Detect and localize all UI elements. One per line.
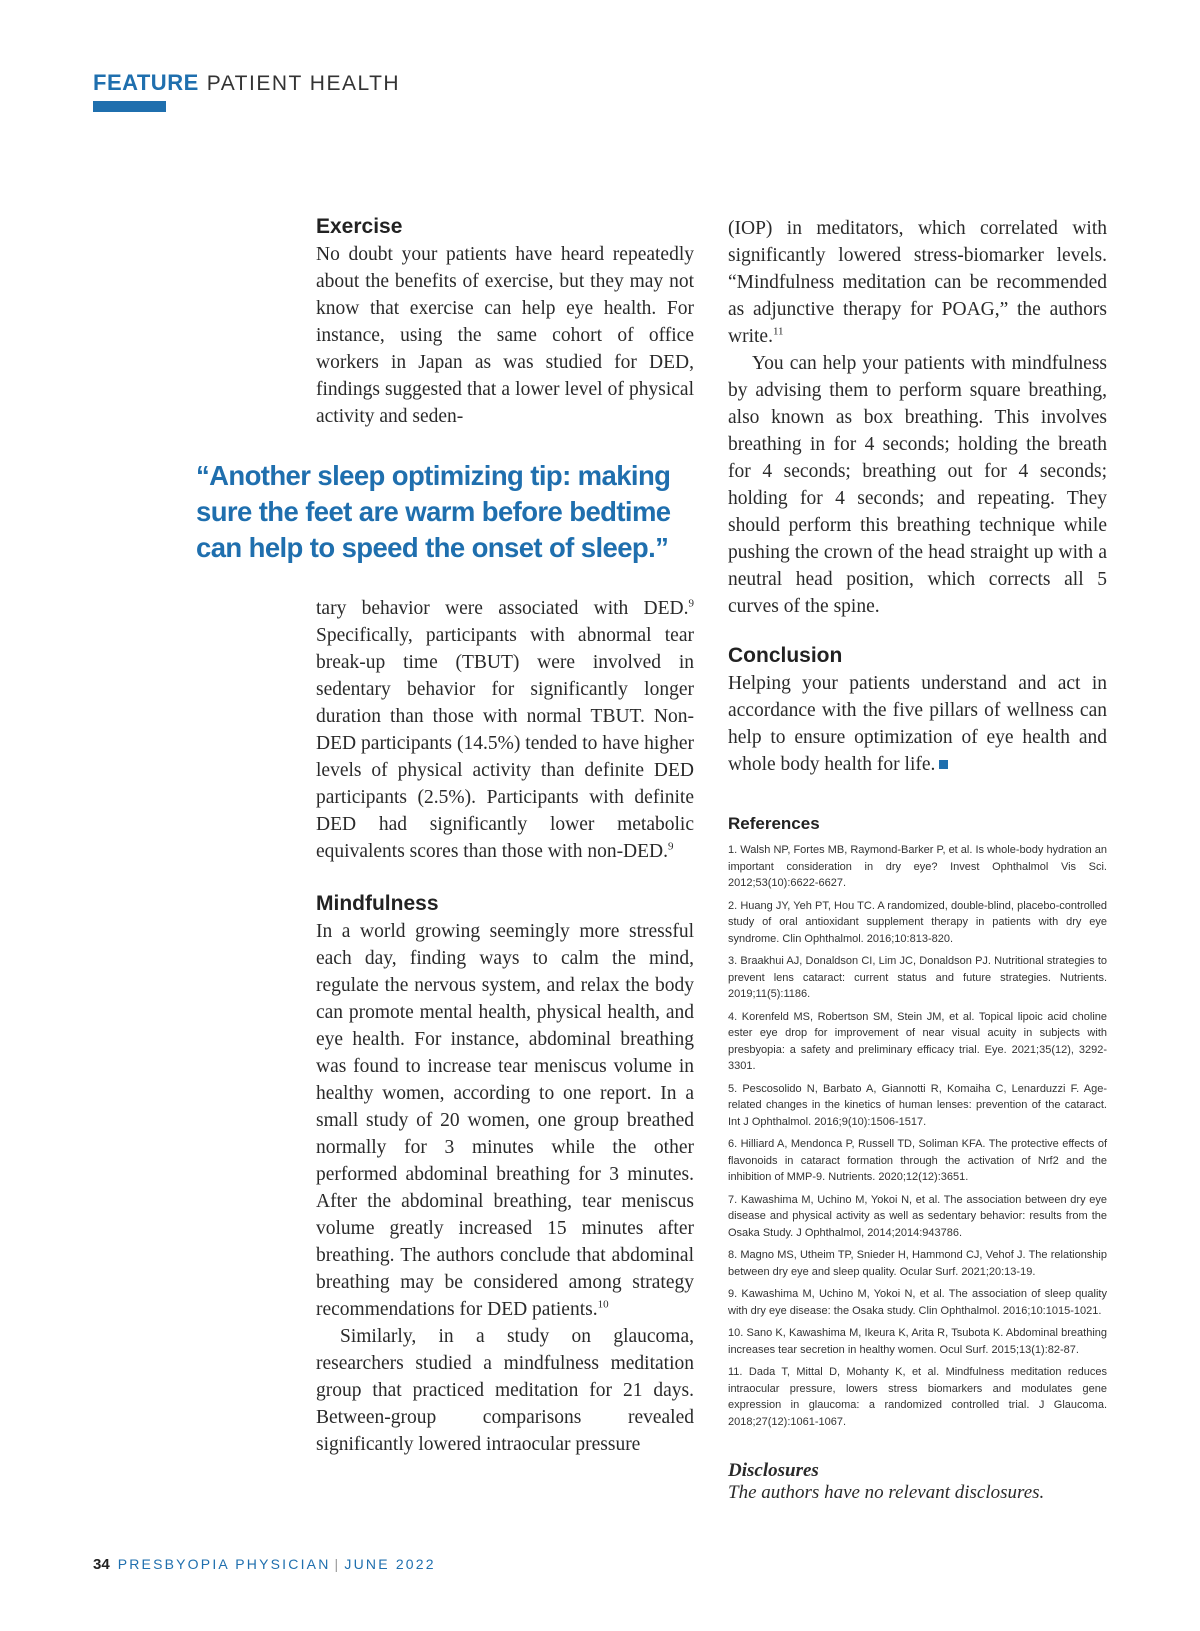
citation-ref: 9 xyxy=(688,597,694,610)
exercise-paragraph: No doubt your patients have heard repeatedly about the benefits of exercise, but they may not know that exercise can help eye health. For instance, using the same cohort of office workers in Japan as was studied for DED, findings suggested that a lower level of physical activity and seden- xyxy=(316,244,694,427)
conclusion-text: Helping your patients understand and act in accordance with the five pillars of wellness can help to ensure optimization of eye health and whole body health for life. xyxy=(728,673,1107,775)
exercise-heading: Exercise xyxy=(316,215,403,238)
mindfulness-paragraph-1 xyxy=(316,918,694,1323)
mindfulness-p1-text: In a world growing seemingly more stressful each day, finding ways to calm the mind, regulate the nervous system, and relax the body can promote mental health, physical health, and eye health. For instance, abdominal breathing was found to increase tear meniscus volume in healthy women, according to one report. In a small study of 20 women, one group breathed normally for 3 minutes while the other performed abdominal breathing for 3 minutes. After the abdominal breathing, tear meniscus volume greatly increased 15 minutes after breathing. The authors conclude that abdominal breathing may be considered among strategy recommendations for DED patients. xyxy=(316,921,694,1320)
mindfulness-p2-cont-text: (IOP) in meditators, which correlated with significantly lowered stress-biomarker levels. “Mindfulness meditation can be recommended as adjunctive therapy for POAG,” the authors write. xyxy=(728,218,1107,347)
section-label: PATIENT HEALTH xyxy=(206,72,401,95)
reference-item: 8. Magno MS, Utheim TP, Snieder H, Hammond CJ, Vehof J. The relationship between dry eye and sleep quality. Ocular Surf. 2021;20:13-19. xyxy=(728,1249,1107,1278)
section-header xyxy=(93,70,400,96)
references-list xyxy=(728,842,1107,1430)
left-column-bottom xyxy=(316,595,694,1458)
conclusion-heading: Conclusion xyxy=(728,644,843,667)
reference-item: 6. Hilliard A, Mendonca P, Russell TD, Soliman KFA. The protective effects of flavonoids in cataract formation through the activation of Nrf2 and the inhibition of MMP-9. Nutrients. 2020;12(12):3651. xyxy=(728,1138,1107,1183)
mindfulness-heading: Mindfulness xyxy=(316,892,439,915)
citation-ref: 10 xyxy=(597,1298,609,1311)
disclosures-heading: Disclosures xyxy=(728,1460,819,1481)
disclosures-section xyxy=(728,1460,1107,1504)
reference-item: 1. Walsh NP, Fortes MB, Raymond-Barker P, et al. Is whole-body hydration an important consideration in dry eye? Invest Ophthalmol Vis Sci. 2012;53(10):6622-6627. xyxy=(728,844,1107,889)
exercise-cont-text: tary behavior were associated with DED. xyxy=(316,598,689,619)
reference-item: 4. Korenfeld MS, Robertson SM, Stein JM, et al. Topical lipoic acid choline ester eye drop for improvement of near visual acuity in subjects with presbyopia: a safety and preliminary efficacy trial. Eye. 2021;35(12), 3292-3301. xyxy=(728,1010,1107,1072)
references-heading: References xyxy=(728,814,820,833)
pull-quote: “Another sleep optimizing tip: making sure the feet are warm before bedtime can help to speed the onset of sleep.” xyxy=(196,460,671,563)
conclusion-paragraph xyxy=(728,670,1107,778)
reference-item: 10. Sano K, Kawashima M, Ikeura K, Arita R, Tsubota K. Abdominal breathing increases tear secretion in healthy women. Ocul Surf. 2015;13(1):82-87. xyxy=(728,1327,1107,1356)
publication-name: PRESBYOPIA PHYSICIAN xyxy=(117,1556,331,1572)
mindfulness-paragraph-2-continued xyxy=(728,215,1107,350)
disclosures-text: The authors have no relevant disclosures. xyxy=(728,1482,1045,1503)
reference-item: 2. Huang JY, Yeh PT, Hou TC. A randomized, double-blind, placebo-controlled study of oral antioxidant supplement therapy in patients with dry eye syndrome. Clin Ophthalmol. 2016;10:813-820. xyxy=(728,899,1107,945)
header-accent-bar xyxy=(93,101,166,112)
page-footer xyxy=(93,1556,436,1573)
citation-ref: 9 xyxy=(668,840,674,853)
issue-date: JUNE 2022 xyxy=(344,1556,436,1572)
reference-item: 7. Kawashima M, Uchino M, Yokoi N, et al. The association between dry eye disease and physical activity as well as sedentary behavior: results from the Osaka Study. J Ophthalmol, 2014;2014:943786. xyxy=(728,1193,1107,1239)
exercise-rest-text: Specifically, participants with abnormal tear break-up time (TBUT) were involved in sedentary behavior for significantly longer duration than those with normal TBUT. Non-DED participants (14.5%) tended to have higher levels of physical activity than definite DED participants (2.5%). Participants with definite DED had significantly lower metabolic equivalents scores than those with non-DED. xyxy=(316,625,694,862)
mindfulness-paragraph-3: You can help your patients with mindfulness by advising them to perform square breathing, also known as box breathing. This involves breathing in for 4 seconds; holding the breath for 4 seconds; breathing out for 4 seconds; holding for 4 seconds; and repeating. They should perform this breathing technique while pushing the crown of the head straight up with a neutral head position, which corrects all 5 curves of the spine. xyxy=(728,353,1107,617)
footer-separator: | xyxy=(334,1556,341,1572)
page-number: 34 xyxy=(93,1556,110,1573)
citation-ref: 11 xyxy=(772,325,784,338)
exercise-paragraph-continued xyxy=(316,595,694,865)
references-section xyxy=(728,814,1107,1430)
reference-item: 9. Kawashima M, Uchino M, Yokoi N, et al. The association of sleep quality with dry eye disease: the Osaka study. Clin Ophthalmol. 2016;10:1015-1021. xyxy=(728,1288,1107,1317)
right-column xyxy=(728,215,1107,1504)
mindfulness-paragraph-2: Similarly, in a study on glaucoma, researchers studied a mindfulness meditation group that practiced meditation for 21 days. Between-group comparisons revealed significantly lowered intraocular pressure xyxy=(316,1326,694,1455)
reference-item: 3. Braakhui AJ, Donaldson CI, Lim JC, Donaldson PJ. Nutritional strategies to prevent lens cataract: current status and future strategies. Nutrients. 2019;11(5):1186. xyxy=(728,955,1107,1000)
feature-label: FEATURE xyxy=(93,70,199,95)
end-of-article-mark xyxy=(939,760,948,769)
reference-item: 11. Dada T, Mittal D, Mohanty K, et al. Mindfulness meditation reduces intraocular pressure, lowers stress biomarkers and modulates gene expression in glaucoma: a randomized controlled trial. J Glaucoma. 2018;27(12):1061-1067. xyxy=(728,1366,1107,1428)
left-column-top xyxy=(316,215,694,430)
reference-item: 5. Pescosolido N, Barbato A, Giannotti R, Komaiha C, Lenarduzzi F. Age-related changes in the kinetics of human lenses: prevention of the cataract. Int J Ophthalmol. 2016;9(10):1506-1517. xyxy=(728,1082,1107,1128)
